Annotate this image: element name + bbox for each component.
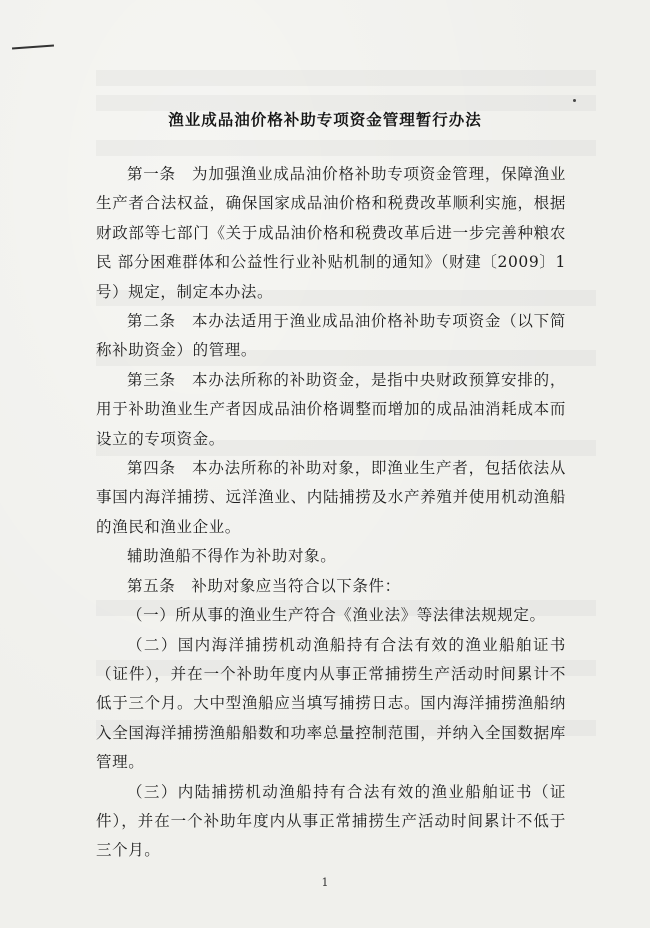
document-title: 渔业成品油价格补助专项资金管理暂行办法 [168, 111, 482, 129]
page-number: 1 [321, 876, 329, 889]
article-5-item-3: （三）内陆捕捞机动渔船持有合法有效的渔业船舶证书（证件），并在一个补助年度内从事正常捕捞生产活动时间累计不低于三个月。 [96, 782, 566, 860]
article-5: 第五条 补助对象应当符合以下条件： [127, 576, 401, 595]
article-4-note: 辅助渔船不得作为补助对象。 [127, 547, 337, 566]
article-1: 第一条 为加强渔业成品油价格补助专项资金管理，保障渔业生产者合法权益，确保国家成品油价格和税费改革顺利实施，根据财政部等七部门《关于成品油价格和税费改革后进一步完善种粮农民 部分困难群体和公益性行业补贴机制的通知》（财建〔2009〕1号）规定，制定本办法。 [96, 165, 566, 301]
document-body [96, 160, 566, 866]
article-5-item-1: （一）所从事的渔业生产符合《渔业法》等法律法规规定。 [127, 606, 546, 625]
bleed-through-line [96, 140, 596, 156]
article-5-item-2: （二）国内海洋捕捞机动渔船持有合法有效的渔业船舶证书（证件），并在一个补助年度内从事正常捕捞生产活动时间累计不低于三个月。大中型渔船应当填写捕捞日志。国内海洋捕捞渔船纳入全国海洋捕捞渔船船数和功率总量控制范围，并纳入全国数据库管理。 [96, 635, 566, 772]
article-4: 第四条 本办法所称的补助对象，即渔业生产者，包括依法从事国内海洋捕捞、远洋渔业、内陆捕捞及水产养殖并使用机动渔船的渔民和渔业企业。 [96, 459, 566, 536]
corner-pen-mark [12, 45, 54, 50]
article-2: 第二条 本办法适用于渔业成品油价格补助专项资金（以下简称补助资金）的管理。 [96, 312, 566, 360]
bleed-through-line [96, 70, 596, 86]
article-3: 第三条 本办法所称的补助资金，是指中央财政预算安排的，用于补助渔业生产者因成品油价格调整而增加的成品油消耗成本而设立的专项资金。 [96, 370, 566, 448]
